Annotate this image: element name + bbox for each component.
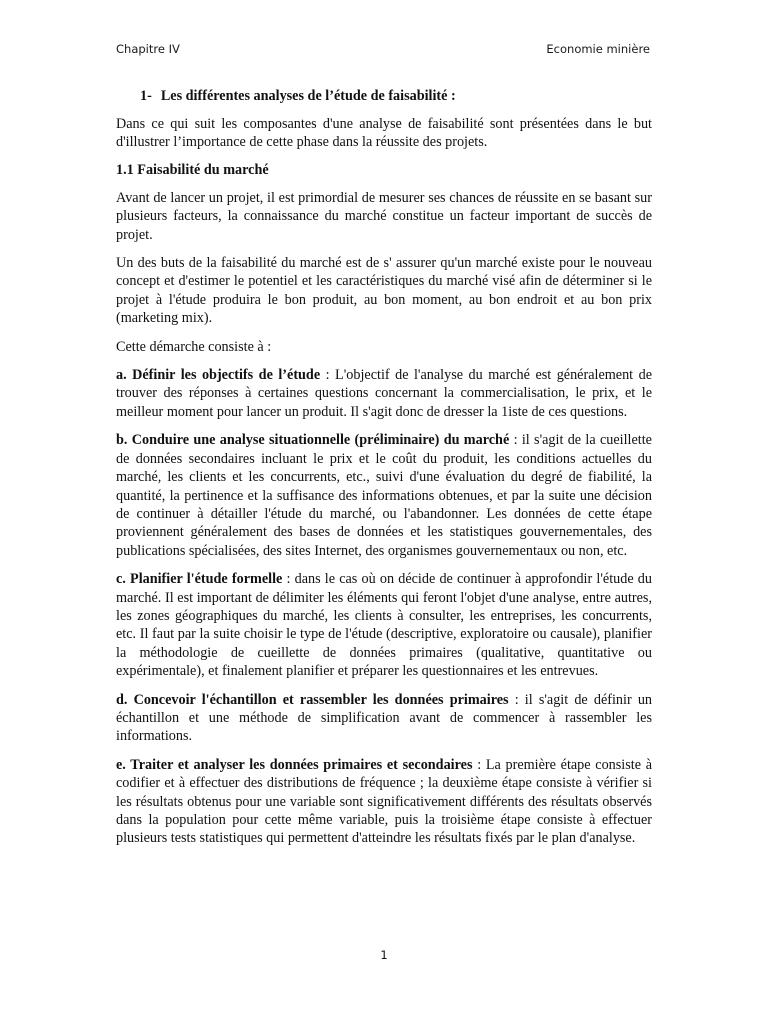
step-c <box>116 570 652 680</box>
step-b-text: : il s'agit de la cueillette de données secondaires incluant le prix et le coût du produit, les conditions actuelles du marché, les clients et les concurrents, etc., suivi d'une évaluation du degré de fiabilité, la quantité, la pertinence et la suffisance des informations obtenues, et par la suite une décision de continuer à détailler l'étude du marché, ou l'abandonner. Les données de cette étape proviennent généralement des bases de données et les statistiques gouvernementales, des publications spécialisées, des sites Internet, des organismes gouvernementaux ou non, etc. <box>116 432 652 559</box>
subsection-title: 1.1 Faisabilité du marché <box>116 161 269 178</box>
step-e-text: : La première étape consiste à codifier et à effectuer des distributions de fréquence ; la deuxième étape consiste à vérifier si les résultats obtenus pour une variable sont significativement différents des résultats observés dans la population pour cette même variable, puis la troisième étape consiste à effectuer plusieurs tests statistiques qui permettent d'atteindre les résultats fixés par le plan d'analyse. <box>116 756 653 847</box>
page-number: 1 <box>380 948 388 962</box>
step-b <box>116 431 652 560</box>
subject-label: Economie minière <box>546 42 650 56</box>
paragraph-steps-intro: Cette démarche consiste à : <box>116 338 272 355</box>
step-e <box>116 756 652 848</box>
step-d <box>116 691 652 746</box>
paragraph-goal: Un des buts de la faisabilité du marché est de s' assurer qu'un marché existe pour le nouveau concept et d'estimer le potentiel et les caractéristiques du marché visé afin de déterminer si le projet à l'étude produira le bon produit, au bon moment, au bon endroit et au bon prix (marketing mix). <box>116 255 652 327</box>
step-d-label: d. Concevoir l'échantillon et rassembler les données primaires <box>116 691 509 708</box>
step-c-text: : dans le cas où on décide de continuer à approfondir l'étude du marché. Il est important de délimiter les éléments qui feront l'objet d'une analyse, entre autres, les zones géographiques du marché, les clients à consulter, les entreprises, les concurrents, etc. Il faut par la suite choisir le type de l'étude (descriptive, exploratoire ou causale), planifier la méthodologie de cueillette de données primaires (qualitative, quantitative ou expérimentale), et finalement planifier et préparer les questionnaires et les entrevues. <box>116 571 652 680</box>
intro-paragraph: Dans ce qui suit les composantes d'une analyse de faisabilité sont présentées dans le but d'illustrer l’importance de cette phase dans la réussite des projets. <box>116 116 652 151</box>
step-a-label: a. Définir les objectifs de l’étude <box>116 367 321 384</box>
step-a-text: : L'objectif de l'analyse du marché est généralement de trouver des réponses à certaines questions concernant la commercialisation, le prix, et le meilleur moment pour lancer un produit. Il s'agit donc de dresser la 1iste de ces questions. <box>116 367 652 420</box>
step-e-label: e. Traiter et analyser les données primaires et secondaires <box>116 756 473 773</box>
step-d-text: : il s'agit de définir un échantillon et une méthode de simplification avant de commencer à rassembler les informations. <box>116 691 653 745</box>
page-header <box>116 42 650 56</box>
page-body <box>116 88 652 858</box>
step-a <box>116 366 652 421</box>
step-c-label: c. Planifier l'étude formelle <box>116 571 283 588</box>
paragraph-context: Avant de lancer un projet, il est primordial de mesurer ses chances de réussite en se basant sur plusieurs facteurs, la connaissance du marché constitue un facteur important de succès de projet. <box>116 189 652 243</box>
section-title: Les différentes analyses de l’étude de faisabilité : <box>160 88 456 104</box>
section-number: 1- <box>140 88 152 104</box>
chapter-label: Chapitre IV <box>116 42 180 56</box>
step-b-label: b. Conduire une analyse situationnelle (préliminaire) du marché <box>116 432 510 449</box>
section-heading <box>140 88 652 105</box>
